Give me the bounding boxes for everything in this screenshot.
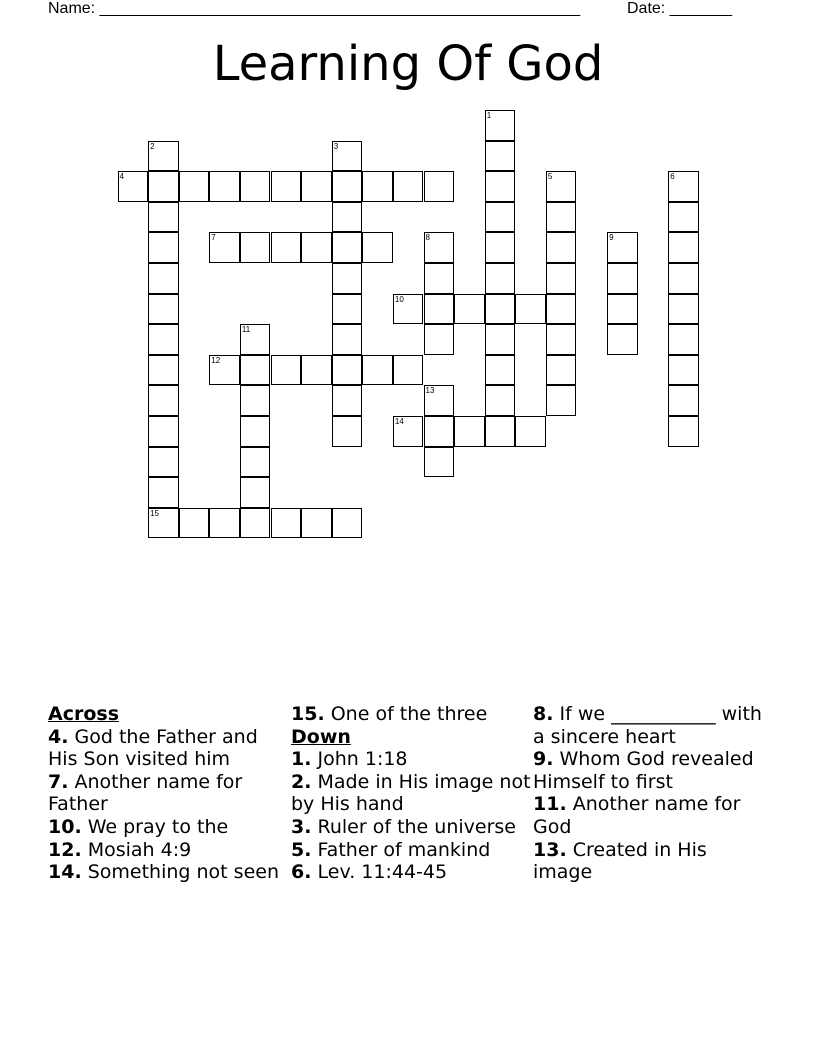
grid-cell[interactable] <box>485 110 516 141</box>
down-heading: Down <box>291 725 351 748</box>
grid-cell[interactable] <box>301 171 332 202</box>
clue-number: 7 <box>211 233 216 243</box>
grid-cell[interactable] <box>424 171 455 202</box>
grid-cell[interactable] <box>668 263 699 294</box>
grid-cell[interactable] <box>393 294 424 325</box>
grid-cell[interactable] <box>209 232 240 263</box>
grid-cell[interactable] <box>148 355 179 386</box>
clue-number: 13 <box>425 386 435 396</box>
grid-cell[interactable] <box>332 141 363 172</box>
grid-cell[interactable] <box>607 294 638 325</box>
grid-cell[interactable] <box>668 202 699 233</box>
clue-number: 1 <box>486 111 492 120</box>
name-field[interactable]: Name: ______________________________________________________ <box>48 0 581 17</box>
grid-cell[interactable] <box>546 263 577 294</box>
clue-down-13: 13. Created in His image <box>533 838 707 884</box>
grid-cell[interactable] <box>424 232 455 263</box>
grid-cell[interactable] <box>485 263 516 294</box>
grid-cell[interactable] <box>546 171 577 202</box>
clue-column-2 <box>291 703 531 884</box>
grid-cell[interactable] <box>209 355 240 386</box>
clue-across-12: 12. Mosiah 4:9 <box>48 838 192 861</box>
date-field[interactable]: Date: _______ <box>627 0 732 17</box>
clue-across-4: 4. God the Father and His Son visited him <box>48 725 258 771</box>
grid-cell[interactable] <box>240 477 271 508</box>
grid-cell[interactable] <box>240 232 271 263</box>
grid-cell[interactable] <box>668 324 699 355</box>
grid-cell[interactable] <box>240 447 271 478</box>
grid-cell[interactable] <box>454 294 485 325</box>
clue-number: 12 <box>211 355 221 365</box>
grid-cell[interactable] <box>332 294 363 325</box>
grid-cell[interactable] <box>148 385 179 416</box>
grid-cell[interactable] <box>485 385 516 416</box>
grid-cell[interactable] <box>332 324 363 355</box>
grid-cell[interactable] <box>301 355 332 386</box>
grid-cell[interactable] <box>485 141 516 172</box>
grid-cell[interactable] <box>332 416 363 447</box>
grid-cell[interactable] <box>668 355 699 386</box>
grid-cell[interactable] <box>179 508 210 539</box>
grid-cell[interactable] <box>607 324 638 355</box>
grid-cell[interactable] <box>332 171 363 202</box>
grid-cell[interactable] <box>148 141 179 172</box>
grid-cell[interactable] <box>148 416 179 447</box>
clue-number: 8 <box>425 233 430 243</box>
grid-cell[interactable] <box>485 171 516 202</box>
grid-cell[interactable] <box>271 232 302 263</box>
grid-cell[interactable] <box>546 232 577 263</box>
grid-cell[interactable] <box>393 355 424 386</box>
grid-cell[interactable] <box>332 508 363 539</box>
grid-cell[interactable] <box>668 385 699 416</box>
clue-across-15: 15. One of the three <box>291 703 488 725</box>
grid-cell[interactable] <box>424 447 455 478</box>
clue-number: 4 <box>119 172 124 182</box>
clue-number: 5 <box>547 172 553 182</box>
clue-down-11: 11. Another name for God <box>533 793 741 838</box>
grid-cell[interactable] <box>424 385 455 416</box>
grid-cell[interactable] <box>668 294 699 325</box>
grid-cell[interactable] <box>485 355 516 386</box>
grid-cell[interactable] <box>332 232 363 263</box>
grid-cell[interactable] <box>546 202 577 233</box>
page-title: Learning Of God <box>212 36 604 92</box>
clue-down-8: 8. If we ___________ with a sincere heart <box>533 703 762 748</box>
grid-cell[interactable] <box>362 171 393 202</box>
grid-cell[interactable] <box>148 447 179 478</box>
grid-cell[interactable] <box>148 232 179 263</box>
grid-cell[interactable] <box>332 385 363 416</box>
grid-cell[interactable] <box>148 171 179 202</box>
grid-cell[interactable] <box>332 202 363 233</box>
grid-cell[interactable] <box>454 416 485 447</box>
grid-cell[interactable] <box>271 171 302 202</box>
grid-cell[interactable] <box>668 171 699 202</box>
grid-cell[interactable] <box>515 416 546 447</box>
grid-cell[interactable] <box>485 294 516 325</box>
grid-cell[interactable] <box>485 324 516 355</box>
grid-cell[interactable] <box>301 232 332 263</box>
grid-cell[interactable] <box>148 202 179 233</box>
clue-down-5: 5. Father of mankind <box>291 838 491 861</box>
clue-number: 15 <box>150 508 159 518</box>
grid-cell[interactable] <box>240 355 271 386</box>
grid-cell[interactable] <box>424 416 455 447</box>
grid-cell[interactable] <box>240 324 271 355</box>
grid-cell[interactable] <box>148 477 179 508</box>
grid-cell[interactable] <box>209 171 240 202</box>
clue-across-10: 10. We pray to the <box>48 815 229 838</box>
grid-cell[interactable] <box>118 171 149 202</box>
clue-number: 3 <box>333 141 339 151</box>
grid-cell[interactable] <box>271 355 302 386</box>
clue-number: 11 <box>241 325 251 335</box>
grid-cell[interactable] <box>607 263 638 294</box>
grid-cell[interactable] <box>393 171 424 202</box>
grid-cell[interactable] <box>332 355 363 386</box>
grid-cell[interactable] <box>240 416 271 447</box>
grid-cell[interactable] <box>362 355 393 386</box>
grid-cell[interactable] <box>485 232 516 263</box>
clue-down-2: 2. Made in His image not by His hand <box>291 770 531 816</box>
grid-cell[interactable] <box>424 324 455 355</box>
clue-number: 6 <box>670 172 675 182</box>
grid-cell[interactable] <box>393 416 424 447</box>
grid-cell[interactable] <box>148 324 179 355</box>
clue-across-7: 7. Another name for Father <box>48 770 243 816</box>
grid-cell[interactable] <box>209 508 240 539</box>
clue-column-1 <box>48 703 288 884</box>
grid-cell[interactable] <box>668 232 699 263</box>
grid-cell[interactable] <box>332 263 363 294</box>
clue-number: 10 <box>394 294 404 304</box>
clue-number: 14 <box>394 417 404 426</box>
grid-cell[interactable] <box>546 355 577 386</box>
grid-cell[interactable] <box>546 385 577 416</box>
grid-cell[interactable] <box>546 324 577 355</box>
grid-cell[interactable] <box>271 508 302 539</box>
grid-cell[interactable] <box>362 232 393 263</box>
grid-cell[interactable] <box>607 232 638 263</box>
grid-cell[interactable] <box>240 508 271 539</box>
clue-number: 9 <box>609 233 614 243</box>
clue-down-1: 1. John 1:18 <box>291 748 408 771</box>
grid-cell[interactable] <box>148 263 179 294</box>
grid-cell[interactable] <box>424 294 455 325</box>
grid-cell[interactable] <box>148 508 179 539</box>
grid-cell[interactable] <box>668 416 699 447</box>
clue-column-3 <box>533 703 763 884</box>
grid-cell[interactable] <box>179 171 210 202</box>
across-heading: Across <box>48 703 120 725</box>
grid-cell[interactable] <box>485 416 516 447</box>
clue-down-6: 6. Lev. 11:44-45 <box>291 861 448 884</box>
clue-across-14: 14. Something not seen <box>48 861 279 884</box>
grid-cell[interactable] <box>546 294 577 325</box>
grid-cell[interactable] <box>240 171 271 202</box>
grid-cell[interactable] <box>485 202 516 233</box>
grid-cell[interactable] <box>301 508 332 539</box>
grid-cell[interactable] <box>515 294 546 325</box>
clue-down-9: 9. Whom God revealed Himself to first <box>533 748 754 793</box>
grid-cell[interactable] <box>424 263 455 294</box>
grid-cell[interactable] <box>148 294 179 325</box>
grid-cell[interactable] <box>240 385 271 416</box>
clue-down-3: 3. Ruler of the universe <box>291 815 516 838</box>
clue-number: 2 <box>150 141 155 151</box>
